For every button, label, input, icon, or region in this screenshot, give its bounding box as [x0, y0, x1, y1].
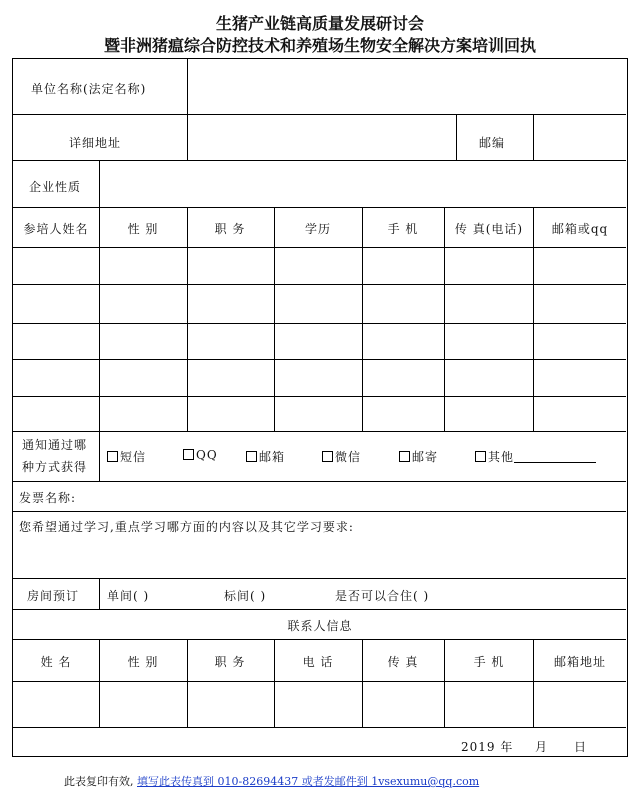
attendee-header-fax: 传 真(电话)	[454, 222, 524, 236]
footer-prefix: 此表复印有效,	[64, 775, 134, 788]
contact-header-name: 姓 名	[40, 655, 72, 669]
row-divider	[13, 481, 626, 482]
company-type-label: 企业性质	[29, 180, 82, 194]
col-divider	[533, 207, 534, 431]
checkbox-icon[interactable]	[475, 451, 486, 462]
row-divider	[13, 609, 626, 610]
col-divider	[274, 207, 275, 431]
row-divider	[13, 681, 626, 682]
col-divider	[187, 207, 188, 431]
room-share[interactable]: 是否可以合住( )	[335, 589, 430, 603]
attendee-header-gender: 性 别	[127, 222, 159, 236]
room-label: 房间预订	[27, 589, 80, 603]
col-divider	[99, 639, 100, 727]
row-divider	[13, 247, 626, 248]
invoice-label: 发票名称:	[19, 491, 77, 505]
row-divider	[13, 431, 626, 432]
date-month: 月	[535, 740, 549, 754]
col-divider	[274, 639, 275, 727]
checkbox-icon[interactable]	[183, 449, 194, 460]
learning-field[interactable]	[15, 535, 623, 576]
row-divider	[13, 578, 626, 579]
col-divider	[444, 639, 445, 727]
col-divider	[187, 639, 188, 727]
option-wechat[interactable]: 微信	[322, 448, 361, 465]
notify-label-line-2: 种方式获得	[22, 460, 88, 474]
option-mail[interactable]: 邮寄	[399, 448, 438, 465]
postcode-label: 邮编	[479, 136, 506, 150]
room-single[interactable]: 单间( )	[107, 589, 150, 603]
attendee-header-email: 邮箱或qq	[551, 222, 609, 236]
col-divider	[533, 639, 534, 727]
row-divider	[13, 359, 626, 360]
row-divider	[13, 511, 626, 512]
col-divider	[99, 160, 100, 207]
contact-header-gender: 性 别	[127, 655, 159, 669]
attendee-header-education: 学历	[304, 222, 332, 236]
attendee-header-position: 职 务	[214, 222, 246, 236]
contact-header-mobile: 手 机	[473, 655, 505, 669]
col-divider	[456, 114, 457, 160]
contact-header-phone: 电 话	[302, 655, 334, 669]
row-divider	[13, 207, 626, 208]
checkbox-icon[interactable]	[246, 451, 257, 462]
notify-label-line-1: 通知通过哪	[22, 438, 88, 452]
row-divider	[13, 114, 626, 115]
unit-name-label: 单位名称(法定名称)	[31, 82, 147, 96]
attendee-header-name: 参培人姓名	[23, 222, 89, 236]
col-divider	[99, 207, 100, 431]
learning-label: 您希望通过学习,重点学习哪方面的内容以及其它学习要求:	[19, 520, 354, 534]
col-divider	[533, 114, 534, 160]
checkbox-icon[interactable]	[107, 451, 118, 462]
contact-header-email: 邮箱地址	[553, 655, 607, 669]
option-sms[interactable]: 短信	[107, 448, 146, 465]
footer-note	[64, 773, 479, 789]
col-divider	[362, 639, 363, 727]
checkbox-icon[interactable]	[399, 451, 410, 462]
other-fill-line[interactable]	[514, 450, 596, 463]
row-divider	[13, 727, 626, 728]
row-divider	[13, 396, 626, 397]
date-day: 日	[574, 740, 588, 754]
postcode-field[interactable]	[535, 116, 623, 158]
company-type-field[interactable]	[101, 162, 623, 205]
option-email[interactable]: 邮箱	[246, 448, 285, 465]
row-divider	[13, 160, 626, 161]
row-divider	[13, 639, 626, 640]
unit-name-field[interactable]	[189, 61, 623, 112]
option-qq[interactable]: QQ	[183, 448, 218, 462]
footer-contact-link[interactable]: 填写此表传真到 010-82694437 或者发邮件到 1vsexumu@qq.com	[137, 775, 480, 788]
col-divider	[187, 59, 188, 114]
option-other[interactable]: 其他	[475, 448, 596, 465]
document-title-line-2: 暨非洲猪瘟综合防控技术和养殖场生物安全解决方案培训回执	[103, 36, 536, 55]
contact-header-position: 职 务	[214, 655, 246, 669]
registration-form-table	[12, 58, 628, 757]
col-divider	[99, 578, 100, 609]
address-field[interactable]	[189, 116, 454, 158]
col-divider	[444, 207, 445, 431]
date-year: 2019 年	[461, 740, 514, 754]
col-divider	[99, 431, 100, 481]
col-divider	[187, 114, 188, 160]
row-divider	[13, 323, 626, 324]
document-title-line-1: 生猪产业链高质量发展研讨会	[215, 14, 424, 33]
attendee-header-mobile: 手 机	[387, 222, 419, 236]
row-divider	[13, 284, 626, 285]
col-divider	[362, 207, 363, 431]
checkbox-icon[interactable]	[322, 451, 333, 462]
contact-header-fax: 传 真	[387, 655, 419, 669]
room-standard[interactable]: 标间( )	[224, 589, 267, 603]
contact-section-title: 联系人信息	[287, 619, 353, 633]
address-label: 详细地址	[69, 136, 122, 150]
